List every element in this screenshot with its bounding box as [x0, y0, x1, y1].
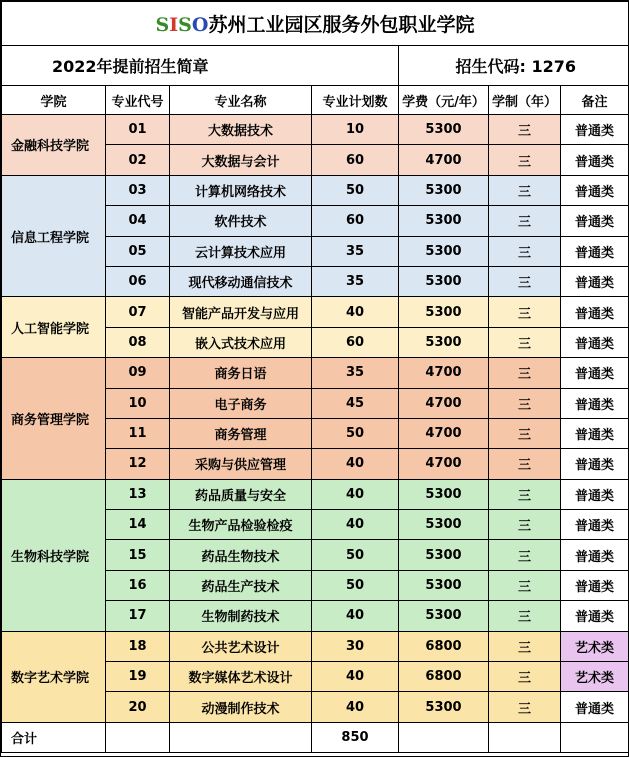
plan-cell: 40 — [312, 510, 399, 540]
college-cell: 生物科技学院 — [2, 479, 106, 631]
years-cell: 三 — [489, 236, 561, 266]
fee-cell: 5300 — [399, 115, 489, 145]
plan-cell: 50 — [312, 540, 399, 570]
note-cell: 普通类 — [561, 175, 629, 205]
code-cell: 06 — [106, 266, 170, 296]
total-label: 合计 — [2, 722, 106, 752]
code-cell: 10 — [106, 388, 170, 418]
years-cell: 三 — [489, 631, 561, 661]
fee-cell: 5300 — [399, 266, 489, 296]
years-cell: 三 — [489, 662, 561, 692]
note-cell: 普通类 — [561, 145, 629, 175]
note-cell: 普通类 — [561, 449, 629, 479]
fee-cell: 6800 — [399, 662, 489, 692]
note-cell: 普通类 — [561, 266, 629, 296]
fee-cell: 5300 — [399, 327, 489, 357]
years-cell: 三 — [489, 358, 561, 388]
total-plan: 850 — [312, 722, 399, 752]
college-cell: 信息工程学院 — [2, 175, 106, 297]
brand-letter-s: S — [155, 14, 170, 36]
fee-cell: 4700 — [399, 145, 489, 175]
code-cell: 07 — [106, 297, 170, 327]
fee-cell: 5300 — [399, 206, 489, 236]
major-cell: 药品生产技术 — [170, 570, 312, 600]
note-cell: 普通类 — [561, 540, 629, 570]
code-cell: 20 — [106, 692, 170, 722]
header-code: 专业代号 — [106, 86, 170, 115]
code-cell: 14 — [106, 510, 170, 540]
years-cell: 三 — [489, 115, 561, 145]
code-cell: 15 — [106, 540, 170, 570]
note-cell: 普通类 — [561, 570, 629, 600]
college-cell: 金融科技学院 — [2, 115, 106, 176]
fee-cell: 5300 — [399, 236, 489, 266]
years-cell: 三 — [489, 570, 561, 600]
fee-cell: 4700 — [399, 358, 489, 388]
note-cell: 普通类 — [561, 358, 629, 388]
years-cell: 三 — [489, 266, 561, 296]
major-cell: 商务日语 — [170, 358, 312, 388]
plan-cell: 40 — [312, 479, 399, 509]
code-cell: 03 — [106, 175, 170, 205]
enrollment-code: 招生代码: 1276 — [399, 46, 629, 86]
admission-table — [1, 1, 629, 753]
college-cell: 人工智能学院 — [2, 297, 106, 358]
plan-cell: 50 — [312, 418, 399, 448]
note-cell: 普通类 — [561, 479, 629, 509]
code-cell: 19 — [106, 662, 170, 692]
header-plan: 专业计划数 — [312, 86, 399, 115]
fee-cell: 5300 — [399, 510, 489, 540]
header-row — [2, 86, 629, 115]
major-cell: 智能产品开发与应用 — [170, 297, 312, 327]
table-row — [2, 479, 629, 509]
table-row — [2, 297, 629, 327]
major-cell: 药品质量与安全 — [170, 479, 312, 509]
college-cell: 商务管理学院 — [2, 358, 106, 480]
major-cell: 电子商务 — [170, 388, 312, 418]
plan-cell: 30 — [312, 631, 399, 661]
plan-cell: 40 — [312, 662, 399, 692]
plan-cell: 40 — [312, 692, 399, 722]
code-cell: 04 — [106, 206, 170, 236]
fee-cell: 5300 — [399, 601, 489, 631]
code-cell: 13 — [106, 479, 170, 509]
major-cell: 采购与供应管理 — [170, 449, 312, 479]
years-cell: 三 — [489, 692, 561, 722]
note-cell: 普通类 — [561, 327, 629, 357]
code-cell: 05 — [106, 236, 170, 266]
total-note-empty — [561, 722, 629, 752]
total-major-empty — [170, 722, 312, 752]
code-cell: 01 — [106, 115, 170, 145]
major-cell: 云计算技术应用 — [170, 236, 312, 266]
table-row — [2, 631, 629, 661]
major-cell: 现代移动通信技术 — [170, 266, 312, 296]
fee-cell: 4700 — [399, 449, 489, 479]
plan-cell: 60 — [312, 206, 399, 236]
plan-cell: 35 — [312, 358, 399, 388]
major-cell: 动漫制作技术 — [170, 692, 312, 722]
major-cell: 商务管理 — [170, 418, 312, 448]
years-cell: 三 — [489, 206, 561, 236]
years-cell: 三 — [489, 479, 561, 509]
code-cell: 09 — [106, 358, 170, 388]
code-cell: 08 — [106, 327, 170, 357]
plan-cell: 50 — [312, 175, 399, 205]
years-cell: 三 — [489, 388, 561, 418]
table-row — [2, 175, 629, 205]
fee-cell: 5300 — [399, 479, 489, 509]
major-cell: 嵌入式技术应用 — [170, 327, 312, 357]
brand-letter-o: O — [191, 14, 209, 36]
header-college: 学院 — [2, 86, 106, 115]
years-cell: 三 — [489, 510, 561, 540]
major-cell: 生物制药技术 — [170, 601, 312, 631]
school-name: 苏州工业园区服务外包职业学院 — [208, 14, 475, 36]
code-cell: 12 — [106, 449, 170, 479]
note-cell: 普通类 — [561, 418, 629, 448]
total-row — [2, 722, 629, 752]
brochure-title: 2022年提前招生简章 — [2, 46, 399, 86]
years-cell: 三 — [489, 327, 561, 357]
header-note: 备注 — [561, 86, 629, 115]
major-cell: 软件技术 — [170, 206, 312, 236]
fee-cell: 5300 — [399, 540, 489, 570]
header-fee: 学费（元/年） — [399, 86, 489, 115]
brand-letter-s2: S — [178, 14, 192, 36]
major-cell: 大数据与会计 — [170, 145, 312, 175]
plan-cell: 60 — [312, 327, 399, 357]
note-cell: 普通类 — [561, 115, 629, 145]
table-row — [2, 358, 629, 388]
years-cell: 三 — [489, 540, 561, 570]
code-cell: 16 — [106, 570, 170, 600]
note-cell: 普通类 — [561, 206, 629, 236]
fee-cell: 5300 — [399, 570, 489, 600]
plan-cell: 35 — [312, 236, 399, 266]
title-row — [2, 2, 629, 46]
subtitle-row — [2, 46, 629, 86]
note-cell: 普通类 — [561, 388, 629, 418]
fee-cell: 6800 — [399, 631, 489, 661]
note-cell: 普通类 — [561, 510, 629, 540]
plan-cell: 40 — [312, 297, 399, 327]
table-row — [2, 115, 629, 145]
years-cell: 三 — [489, 449, 561, 479]
years-cell: 三 — [489, 175, 561, 205]
fee-cell: 5300 — [399, 692, 489, 722]
plan-cell: 35 — [312, 266, 399, 296]
plan-cell: 50 — [312, 570, 399, 600]
major-cell: 药品生物技术 — [170, 540, 312, 570]
code-cell: 17 — [106, 601, 170, 631]
plan-cell: 60 — [312, 145, 399, 175]
header-major: 专业名称 — [170, 86, 312, 115]
years-cell: 三 — [489, 601, 561, 631]
note-cell: 普通类 — [561, 297, 629, 327]
plan-cell: 40 — [312, 601, 399, 631]
major-cell: 生物产品检验检疫 — [170, 510, 312, 540]
note-cell: 艺术类 — [561, 662, 629, 692]
major-cell: 公共艺术设计 — [170, 631, 312, 661]
note-cell: 艺术类 — [561, 631, 629, 661]
plan-cell: 40 — [312, 449, 399, 479]
page-title — [2, 2, 629, 46]
total-fee-empty — [399, 722, 489, 752]
note-cell: 普通类 — [561, 692, 629, 722]
total-code-empty — [106, 722, 170, 752]
code-cell: 18 — [106, 631, 170, 661]
code-cell: 02 — [106, 145, 170, 175]
major-cell: 大数据技术 — [170, 115, 312, 145]
fee-cell: 5300 — [399, 297, 489, 327]
total-years-empty — [489, 722, 561, 752]
major-cell: 数字媒体艺术设计 — [170, 662, 312, 692]
years-cell: 三 — [489, 145, 561, 175]
code-cell: 11 — [106, 418, 170, 448]
years-cell: 三 — [489, 297, 561, 327]
note-cell: 普通类 — [561, 236, 629, 266]
note-cell: 普通类 — [561, 601, 629, 631]
plan-cell: 45 — [312, 388, 399, 418]
fee-cell: 5300 — [399, 175, 489, 205]
years-cell: 三 — [489, 418, 561, 448]
major-cell: 计算机网络技术 — [170, 175, 312, 205]
fee-cell: 4700 — [399, 418, 489, 448]
plan-cell: 10 — [312, 115, 399, 145]
header-years: 学制（年） — [489, 86, 561, 115]
college-cell: 数字艺术学院 — [2, 631, 106, 722]
brand-letter-i: I — [169, 14, 179, 36]
fee-cell: 4700 — [399, 388, 489, 418]
